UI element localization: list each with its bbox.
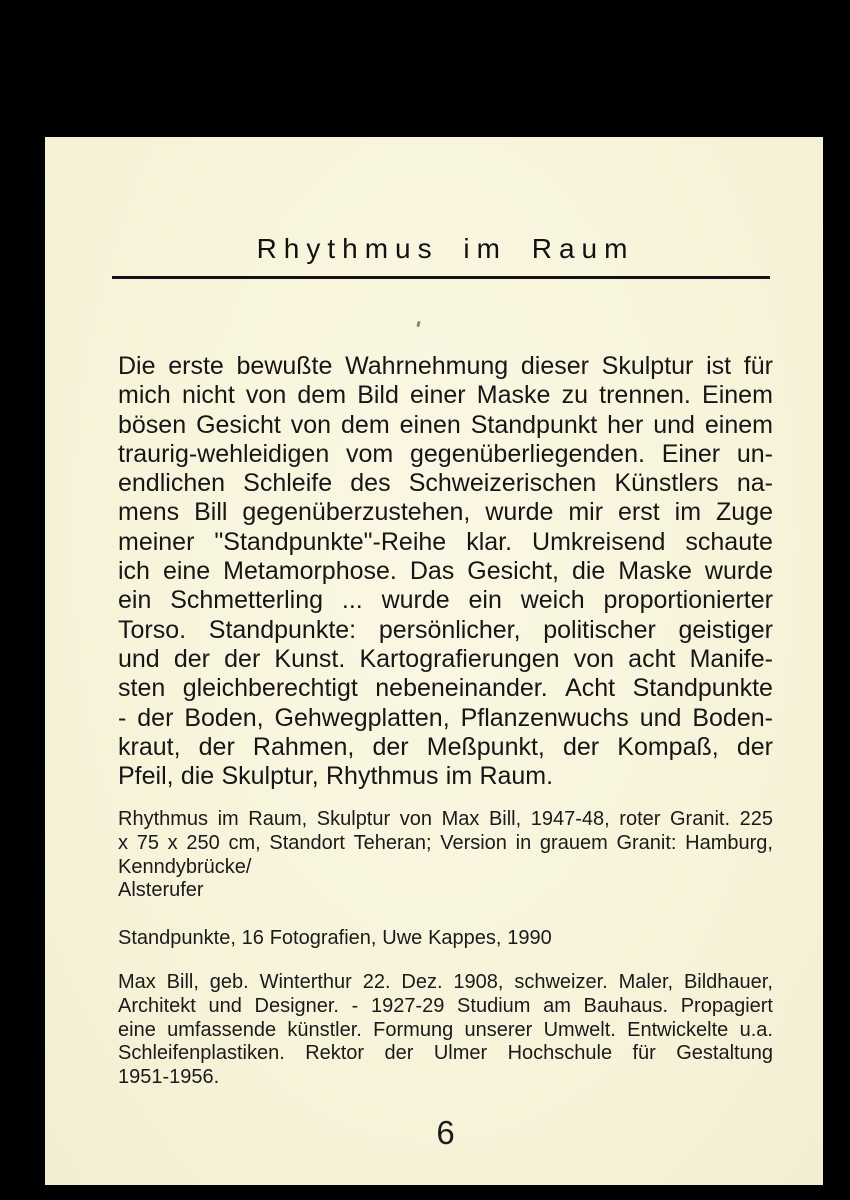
paper-page	[45, 137, 823, 1185]
caption-photographs-credit: Standpunkte, 16 Fotografien, Uwe Kappes, 1990	[118, 927, 552, 949]
caption-sculpture-credit: Rhythmus im Raum, Skulptur von Max Bill, 1947-48, roter Granit. 225 x 75 x 250 cm, Standort Teheran; Version in grauem Granit: Hamburg, Kenndybrücke/ Alsterufer	[118, 808, 773, 902]
scan-speck	[416, 321, 420, 328]
page-number: 6	[436, 1114, 455, 1151]
caption-artist-biography: Max Bill, geb. Winterthur 22. Dez. 1908, schweizer. Maler, Bildhauer, Architekt und Designer. - 1927-29 Studium am Bauhaus. Propagiert eine umfassende künstler. Formung unserer Umwelt. Entwickelte u.a. Schleifenplastiken. Rektor der Ulmer Hochschule für Gestaltung 1951-1956.	[118, 971, 773, 1089]
page-content-column	[118, 137, 773, 1185]
title-rule	[112, 276, 770, 279]
body-paragraph: Die erste bewußte Wahrnehmung dieser Skulptur ist für mich nicht von dem Bild einer Maske zu trennen. Einem bösen Gesicht von dem einen Standpunkt her und einem traurig-wehleidigen vom gegenüberliegenden. Einer un- endlichen Schleife des Schweizerischen Künstlers na- mens Bill gegenüberzustehen, wurde mir erst im Zuge meiner "Standpunkte"-Reihe klar. Umkreisend schaute ich eine Metamorphose. Das Gesicht, die Maske wurde ein Schmetterling ... wurde ein weich proportionierter Torso. Standpunkte: persönlicher, politischer geistiger und der der Kunst. Kartografierungen von acht Manife- sten gleichberechtigt nebeneinander. Acht Standpunkte - der Boden, Gehwegplatten, Pflanzenwuchs und Boden- kraut, der Rahmen, der Meßpunkt, der Kompaß, der Pfeil, die Skulptur, Rhythmus im Raum.	[118, 352, 773, 791]
page-title: Rhythmus im Raum	[256, 233, 635, 264]
